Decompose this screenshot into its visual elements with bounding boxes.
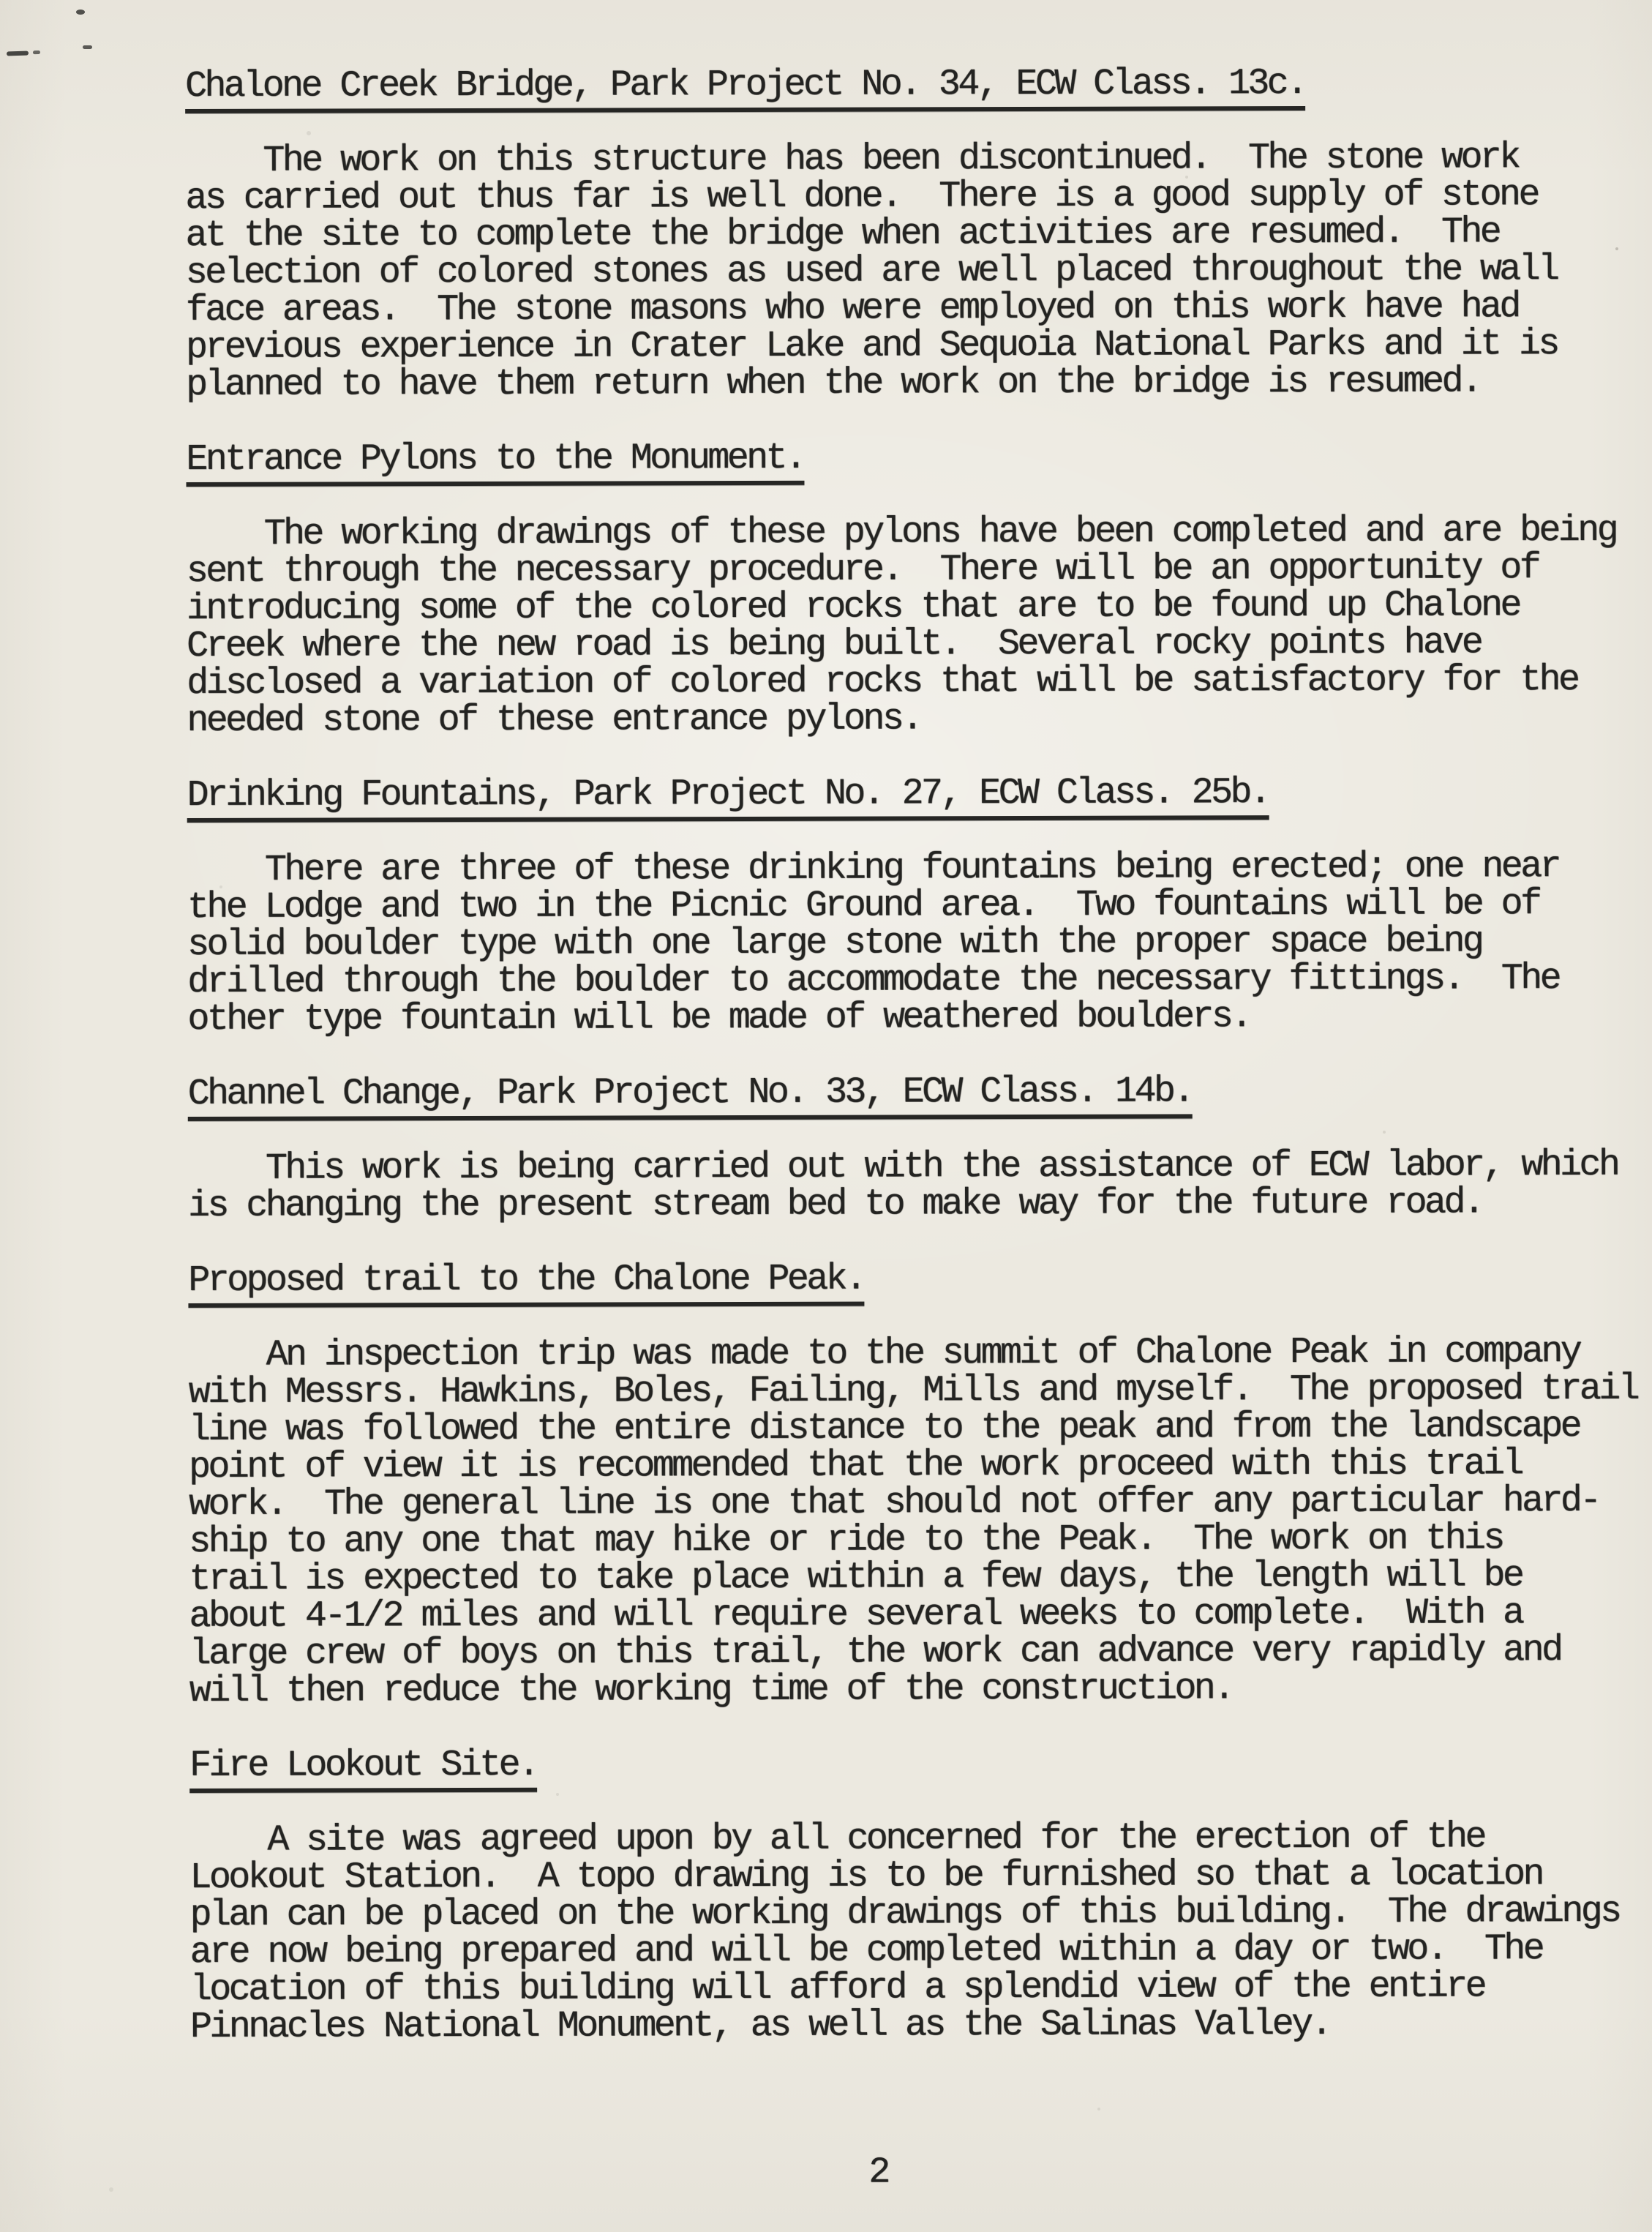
paragraph-line: point of view it is recommended that the work proceed with this trail xyxy=(188,1443,1523,1488)
paragraph-line: other type fountain will be made of weathered boulders. xyxy=(187,996,1250,1041)
paragraph-line: drilled through the boulder to accommodate the necessary fittings. The xyxy=(187,958,1560,1003)
paragraph-line: line was followed the entire distance to the peak and from the landscape xyxy=(188,1406,1580,1451)
paragraph-line: disclosed a variation of colored rocks that will be satisfactory for the xyxy=(187,659,1578,705)
paragraph xyxy=(189,1333,1652,1710)
paragraph-line: previous experience in Crater Lake and Sequoia National Parks and it is xyxy=(185,323,1558,369)
section-heading-text: Drinking Fountains, Park Project No. 27, ECW Class. 25b. xyxy=(187,774,1269,823)
section-heading xyxy=(184,62,1648,108)
section-heading-text: Fire Lookout Site. xyxy=(189,1747,537,1793)
section-heading xyxy=(189,1744,1652,1785)
paragraph-line: There are three of these drinking fountains being erected; one near xyxy=(264,846,1560,891)
paragraph-line: introducing some of the colored rocks that are to be found up Chalone xyxy=(186,585,1520,630)
paragraph-line: as carried out thus far is well done. There is a good supply of stone xyxy=(185,174,1538,220)
paragraph xyxy=(185,139,1649,404)
paragraph xyxy=(186,509,1651,742)
paragraph-line: the Lodge and two in the Picnic Ground area. Two fountains will be of xyxy=(187,883,1540,929)
paragraph-line: This work is being carried out with the assistance of ECW labor, which xyxy=(265,1144,1618,1190)
paragraph-line: ship to any one that may hike or ride to the Peak. The work on this xyxy=(189,1518,1503,1563)
paragraph-line: work. The general line is one that should not offer any particular hard- xyxy=(189,1480,1599,1526)
paragraph-line: face areas. The stone masons who were employed on this work have had xyxy=(185,286,1519,332)
section-heading-text: Chalone Creek Bridge, Park Project No. 34, ECW Class. 13c. xyxy=(185,65,1306,113)
paragraph-line: An inspection trip was made to the summit of Chalone Peak in company xyxy=(266,1331,1580,1377)
ink-mark xyxy=(7,50,29,56)
ink-mark xyxy=(83,45,92,49)
section-heading xyxy=(188,1072,1651,1113)
paragraph-line: selection of colored stones as used are well placed throughout the wall xyxy=(185,249,1558,294)
paragraph-line: needed stone of these entrance pylons. xyxy=(187,698,921,742)
paragraph-line: The working drawings of these pylons have been completed and are being xyxy=(263,509,1617,555)
paragraph-line: is changing the present stream bed to make way for the future road. xyxy=(187,1182,1483,1227)
paragraph-line: Pinnacles National Monument, as well as the Salinas Valley. xyxy=(189,2003,1330,2048)
paragraph-line: solid boulder type with one large stone with the proper space being xyxy=(187,921,1482,966)
paragraph-line: planned to have them return when the work on the bridge is resumed. xyxy=(186,361,1481,406)
paragraph-line: at the site to complete the bridge when activities are resumed. The xyxy=(185,211,1500,257)
paragraph-line: with Messrs. Hawkins, Boles, Failing, Mills and myself. The proposed trail xyxy=(188,1368,1638,1414)
paragraph xyxy=(187,846,1651,1041)
paragraph-line: trail is expected to take place within a few days, the length will be xyxy=(189,1555,1523,1600)
paper-speckles xyxy=(0,0,3,3)
paragraph-line: The work on this structure has been discontinued. The stone work xyxy=(263,137,1519,182)
ink-mark xyxy=(76,10,85,15)
section-heading xyxy=(186,438,1649,479)
section-heading xyxy=(188,1259,1651,1300)
paragraph-line: location of this building will afford a splendid view of the entire xyxy=(189,1966,1485,2011)
paragraph-line: sent through the necessary procedure. There will be an opportunity of xyxy=(186,547,1539,593)
paragraph-line: large crew of boys on this trail, the work can advance very rapidly and xyxy=(189,1630,1561,1675)
section-heading xyxy=(187,772,1651,817)
paragraph-line: plan can be placed on the working drawings of this building. The drawings xyxy=(189,1890,1620,1936)
section-heading-text: Channel Change, Park Project No. 33, ECW Class. 14b. xyxy=(188,1073,1193,1121)
paragraph-line: about 4-1/2 miles and will require several weeks to complete. With a xyxy=(189,1592,1523,1638)
paragraph-line: are now being prepared and will be completed within a day or two. The xyxy=(189,1928,1543,1974)
document-content xyxy=(185,64,1652,2193)
paragraph xyxy=(187,1144,1651,1227)
paragraph xyxy=(189,1816,1652,2048)
paragraph-line: Lookout Station. A topo drawing is to be furnished so that a location xyxy=(189,1854,1542,1899)
page-number: 2 xyxy=(868,2152,888,2194)
section-heading-text: Entrance Pylons to the Monument. xyxy=(186,440,804,487)
paragraph-line: Creek where the new road is being built. Several rocky points have xyxy=(186,622,1482,667)
paragraph-line: A site was agreed upon by all concerned for the erection of the xyxy=(267,1816,1484,1862)
section-heading-text: Proposed trail to the Chalone Peak. xyxy=(188,1261,864,1308)
paragraph-line: will then reduce the working time of the construction. xyxy=(189,1668,1233,1712)
